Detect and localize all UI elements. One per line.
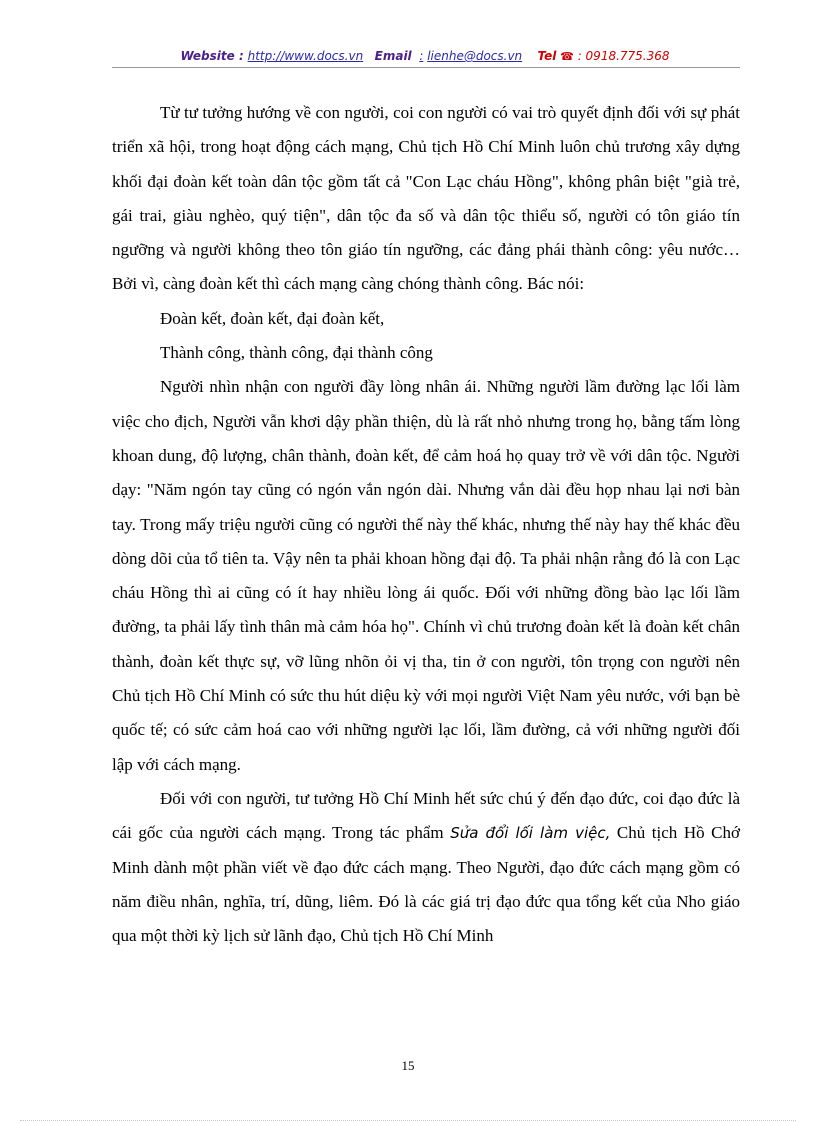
tel-value: : 0918.775.368 [577, 49, 670, 63]
header-divider [112, 67, 740, 68]
page-number: 15 [401, 1058, 415, 1073]
document-body [112, 96, 740, 953]
paragraph-2: Người nhìn nhận con người đầy lòng nhân ái. Những người lầm đường lạc lối làm việc cho địch, Người vẫn khơi dậy phần thiện, dù là rất nhỏ nhưng trong họ, bằng tấm lòng khoan dung, độ lượng, chân thành, đoàn kết, để cảm hoá họ quay trở về với dân tộc. Người dạy: "Năm ngón tay cũng có ngón vắn ngón dài. Nhưng vắn dài đều họp nhau lại nơi bàn tay. Trong mấy triệu người cũng có người thế này thế khác, nhưng thế này hay thế khác đều dòng dõi của tổ tiên ta. Vậy nên ta phải khoan hồng đại độ. Ta phải nhận rằng đó là con Lạc cháu Hồng thì ai cũng có ít hay nhiều lòng ái quốc. Đối với những đồng bào lạc lối lầm đường, ta phải lấy tình thân mà cảm hóa họ". Chính vì chủ trương đoàn kết là đoàn kết chân thành, đoàn kết thực sự, vỡ lũng nhõn ỏi vị tha, tin ở con người, tôn trọng con người nên Chủ tịch Hồ Chí Minh có sức thu hút diệu kỳ với mọi người Việt Nam yêu nước, với bạn bè quốc tế; có sức cảm hoá cao với những người lạc lối, lầm đường, cả với những người đối lập với cách mạng. [112, 377, 740, 774]
email-separator: : [419, 49, 424, 63]
paragraph-3-text-start: Đối với con người, tư tưởng Hồ Chí Minh hết sức chú ý đến đạo đức, coi đạo đức là cái gốc của người cách mạng. Trong tác phẩm [112, 788, 740, 843]
email-label: Email [374, 49, 412, 63]
phone-icon: ☎ [560, 50, 574, 63]
email-link[interactable]: lienhe@docs.vn [427, 49, 523, 63]
verse-line-2: Thành công, thành công, đại thành công [160, 343, 433, 363]
verse-line-1: Đoàn kết, đoàn kết, đại đoàn kết, [160, 308, 385, 328]
page-header [110, 48, 740, 65]
page-bottom-border [20, 1120, 796, 1121]
website-label: Website : [180, 49, 244, 63]
paragraph-3 [112, 782, 740, 953]
paragraph-1: Từ tư tưởng hướng về con người, coi con người có vai trò quyết định đối với sự phát triển xã hội, trong hoạt động cách mạng, Chủ tịch Hồ Chí Minh luôn chủ trương xây dựng khối đại đoàn kết toàn dân tộc gồm tất cả "Con Lạc cháu Hồng", không phân biệt "già trẻ, gái trai, giàu nghèo, quý tiện", dân tộc đa số và dân tộc thiểu số, người có tôn giáo tín ngưỡng và người không theo tôn giáo tín ngưỡng, các đảng phái thành công: yêu nước… Bởi vì, càng đoàn kết thì cách mạng càng chóng thành công. Bác nói: [112, 103, 740, 294]
book-title: Sửa đổi lối làm việc, [450, 824, 611, 843]
paragraph-3-text-end: Chủ tịch Hồ Chớ Minh dành một phần viết về đạo đức cách mạng. Theo Người, đạo đức cách mạng gồm có năm điều nhân, nghĩa, trí, dũng, liêm. Đó là các giá trị đạo đức qua tổng kết của Nho giáo qua một thời kỳ lịch sử lãnh đạo, Chủ tịch Hồ Chí Minh [112, 823, 740, 946]
tel-label: Tel [537, 49, 557, 63]
website-link[interactable]: http://www.docs.vn [247, 49, 364, 63]
